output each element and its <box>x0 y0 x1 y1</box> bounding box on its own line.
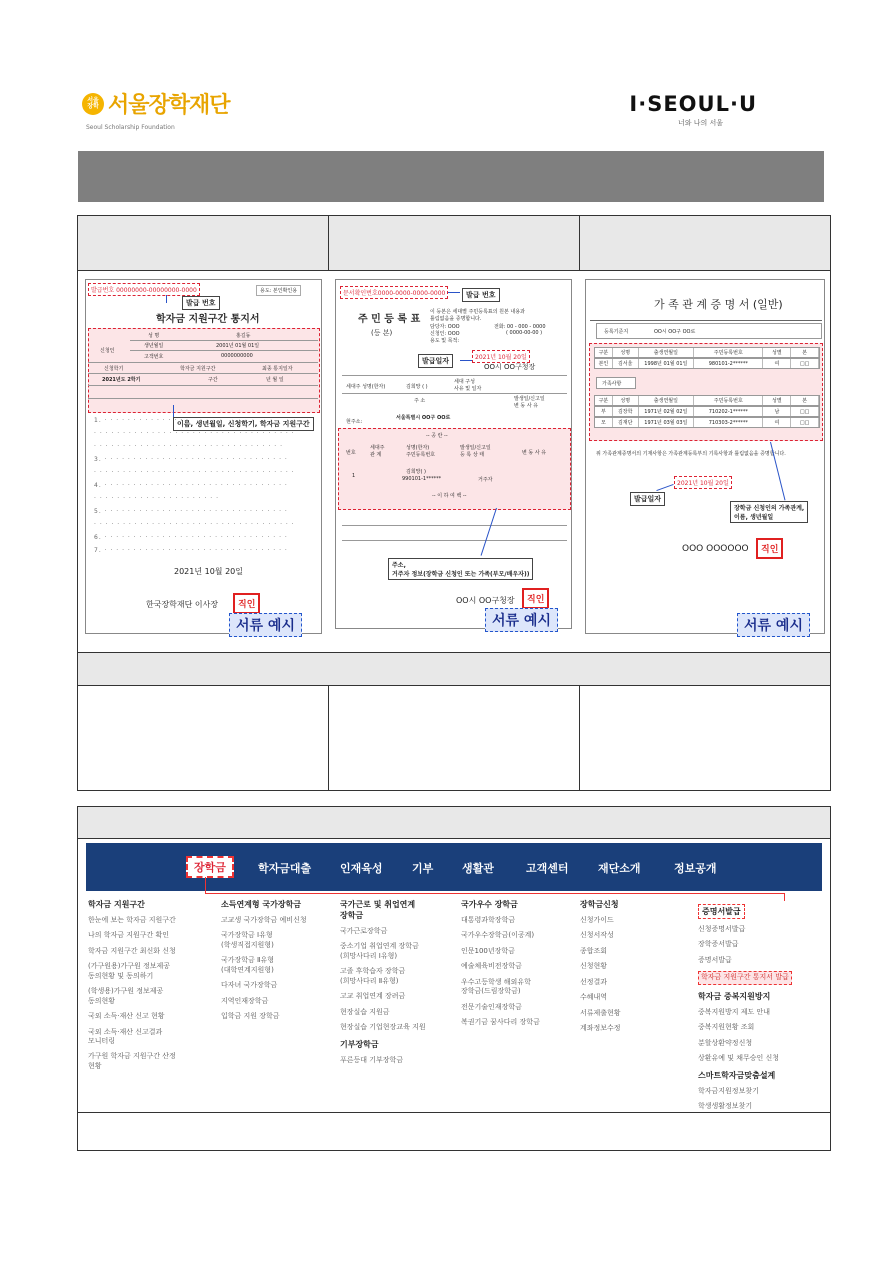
menu-item[interactable]: 국가장학금 Ⅱ유형 (대학연계지원형) <box>221 956 275 974</box>
menu-item[interactable]: 고졸 후학습자 장학금 (희망사다리 Ⅱ유형) <box>340 967 406 985</box>
title-banner <box>78 151 824 202</box>
doc3-title: 가 족 관 계 증 명 서 (일반) <box>654 298 783 311</box>
doc2-callout-line2: 거주자 정보(장학금 신청인 또는 가족(부모/배우자)) <box>392 571 530 578</box>
table-cell: 출생연월일 <box>639 348 695 357</box>
table-cell: 본 <box>791 348 819 357</box>
menu-heading[interactable]: 학자금 중복지원방지 <box>698 991 771 1001</box>
table-cell: 구분 <box>595 348 613 357</box>
doc2-col-rel: 세대주 관 계 <box>370 445 385 458</box>
table-cell: □□ <box>791 359 819 368</box>
doc3-seal: 직인 <box>756 538 783 559</box>
menu-item[interactable]: 국외 소득·재산 신고 현황 <box>88 1012 165 1021</box>
top-navigation <box>86 843 822 891</box>
table-cell: 여 <box>763 418 791 427</box>
id-header: 고객번호 <box>144 354 164 360</box>
menu-item[interactable]: 한눈에 보는 학자금 지원구간 <box>88 916 176 924</box>
menu-item[interactable]: 신청가이드 <box>580 916 614 924</box>
menu-item[interactable]: 복권기금 꿈사다리 장학금 <box>461 1018 540 1027</box>
table-row <box>594 347 820 358</box>
menu-item[interactable]: 장학증서발급 <box>698 940 739 949</box>
issue-number-callout: 발급 번호 <box>182 296 220 310</box>
birth-header: 생년월일 <box>144 343 164 349</box>
doc2-title: 주 민 등 록 표 <box>358 314 421 325</box>
menu-col-work-scholarship <box>340 899 426 1071</box>
semester-value: 2021년도 2학기 <box>102 377 141 383</box>
table-cell: 본 <box>791 396 819 405</box>
menu-item[interactable]: 우수고등학생 해외유학 장학금(드림장학금) <box>461 977 531 996</box>
doc-resident-registration <box>335 279 572 629</box>
doc3-sample-label: 서류 예시 <box>737 613 810 637</box>
doc3-self-table <box>594 347 820 369</box>
doc2-applicant: 신청인: OOO <box>430 331 460 337</box>
doc2-row-no: 1 <box>352 473 356 479</box>
menu-item[interactable]: 상환유예 및 채무승인 신청 <box>698 1054 780 1063</box>
menu-item[interactable]: (가구원용)가구원 정보제공 동의현황 및 동의하기 <box>88 962 171 980</box>
doc2-issuer: OO시 OO구청장 <box>456 596 515 605</box>
doc2-row-status: 거주자 <box>478 477 493 483</box>
doc2-col-reason: 변 동 사 유 <box>522 450 547 456</box>
nav-item-disclosure[interactable]: 정보공개 <box>674 862 717 875</box>
doc2-col-name: 성명(한자) 주민등록번호 <box>406 445 435 458</box>
menu-col-excellence-scholarship <box>461 899 540 1034</box>
menu-item[interactable]: 푸른등대 기부장학금 <box>340 1055 404 1064</box>
logo-subtext: Seoul Scholarship Foundation <box>86 124 175 131</box>
doc1-callout: 이름, 생년월일, 신청학기, 학자금 지원구간 <box>173 417 314 431</box>
nav-scholarship[interactable]: 장학금 <box>186 856 234 878</box>
doc3-family-header: 가족사항 <box>602 381 622 387</box>
doc3-callout-line1: 장학금 신청인의 가족관계, <box>734 505 805 512</box>
menu-heading[interactable]: 소득연계형 국가장학금 <box>221 900 302 909</box>
menu-item[interactable]: 가구원 학자금 지원구간 산정 현황 <box>88 1052 176 1070</box>
table-cell: 본인 <box>595 359 613 368</box>
menu-col-support-tier <box>88 899 176 1077</box>
tier-header: 학자금 지원구간 <box>180 366 216 372</box>
menu-col-certificate <box>698 899 792 1117</box>
doc2-subtitle: (등 본) <box>371 329 393 337</box>
menu-item[interactable]: 국가우수장학금(이공계) <box>461 931 535 940</box>
table-cell: 여 <box>763 359 791 368</box>
menu-item[interactable]: 분할상환약정신청 <box>698 1038 753 1047</box>
table-row <box>594 406 820 417</box>
i-seoul-u-logo: I·SEOUL·U <box>629 92 757 116</box>
menu-item[interactable]: 중복지원방지 제도 안내 <box>698 1007 771 1016</box>
nav-item-about[interactable]: 재단소개 <box>598 862 641 875</box>
i-seoul-u-subtext: 너와 나의 서울 <box>677 119 723 127</box>
name-header: 성 명 <box>148 333 160 339</box>
menu-item[interactable]: 현장실습 기업현장교육 지원 <box>340 1023 426 1032</box>
menu-item[interactable]: (학생용)가구원 정보제공 동의현황 <box>88 987 164 1005</box>
menu-item[interactable]: 지역인재장학금 <box>221 996 269 1005</box>
doc-scholarship-notice: 발급번호 00000000-00000000-0000 용도: 본인확인용 발급 번호 학자금 지원구간 통지서 신청인 성 명 홍길동 생년월일 2001년 01월 01일 고객번호 0000000000 신청학기 학자금 지원구간 최종 통지일자 2021년도 2학기 구간 년 월 일 이름, 생년월일, 신청학기, 학자금 지원구간 1. · · · · · · · · · · · · · · · · · · · · · · · · · · · · · · · · · · · · · · · · · · · · · · · · · · · · · · · · · · · · · · · · · · · · · · · · · · · · · · · · · · · 3. · · · · · · · · · · · · · · · · · · · · · · · · · · · · · · · · · · · · · · · · · · · · · · · · · · · · · · · · · · · · · · · · · · · 4. · · · · · · · · · · · · · · · · · · · · · · · · · · · · · · · · · · · · · · · · · · · · · · · · · · · · · · 5. · · · · · · · · · · · · · · · · · · · · · · · · · · · · · · · · · · · · · · · · · · · · · · · · · · · · · · · · · · · · · · · · · · · 6. · · · · · · · · · · · · · · · · · · · · · · · · · · · · · · · · 7. · · · · · · · · · · · · · · · · · · · · · · · · · · · · · · · · 2021년 10월 20일 한국장학재단 이사장 직인 <box>85 279 322 634</box>
birth-value: 2001년 01월 01일 <box>216 343 260 349</box>
doc3-family-table <box>594 395 820 428</box>
menu-item[interactable]: 국가근로장학금 <box>340 927 388 935</box>
doc1-title: 학자금 지원구간 통지서 <box>156 314 260 325</box>
doc2-row-name: 김희망( ) <box>406 469 426 475</box>
menu-item[interactable]: 현장실습 지원금 <box>340 1007 390 1016</box>
nav-item-customer-center[interactable]: 고객센터 <box>526 862 569 875</box>
menu-col-application <box>580 899 621 1040</box>
menu-item[interactable]: 신청현황 <box>580 962 608 971</box>
doc2-row-rrn: 990101-1****** <box>402 476 442 482</box>
doc2-office: OO시 OO구청장 <box>484 363 536 371</box>
table-cell: 710303-2****** <box>694 418 763 427</box>
doc2-address-date: 발생일/신고일 변 동 사 유 <box>514 396 545 409</box>
table-cell: 710202-1****** <box>694 407 763 416</box>
menu-item[interactable]: 계좌정보수정 <box>580 1024 621 1033</box>
doc2-col-date: 발생일/신고일 등 록 상 태 <box>460 445 491 458</box>
menu-item[interactable]: 중복지원현황 조회 <box>698 1023 755 1032</box>
table-cell: 1971년 02월 02일 <box>639 407 695 416</box>
menu-item[interactable]: 나의 학자금 지원구간 확인 <box>88 931 170 940</box>
menu-col-national-scholarship <box>221 899 307 1028</box>
name-value: 홍길동 <box>236 333 251 339</box>
table-cell: 주민등록번호 <box>694 396 763 405</box>
menu-item[interactable]: 다자녀 국가장학금 <box>221 981 278 990</box>
doc2-sample-label: 서류 예시 <box>485 608 558 632</box>
section-header <box>78 807 830 839</box>
menu-item-support-tier-notice[interactable]: 학자금 지원구간 통지서 발급 <box>698 971 792 984</box>
doc1-sample-label: 서류 예시 <box>229 613 302 637</box>
menu-item[interactable]: 고교 취업연계 장려금 <box>340 992 406 1001</box>
menu-heading[interactable]: 학자금 지원구간 <box>88 900 145 909</box>
menu-item[interactable]: 입학금 지원 장학금 <box>221 1012 280 1021</box>
doc2-issue-number: 문서확인번호0000-0000-0000-0000 <box>340 286 448 299</box>
document-examples-table <box>77 215 831 791</box>
doc3-callout <box>730 501 808 523</box>
doc2-address-value: 서울특별시 OO구 OO로 <box>396 415 451 421</box>
table-band-row <box>78 652 830 686</box>
doc2-callout-line1: 주소, <box>392 562 406 569</box>
table-cell: 주민등록번호 <box>694 348 763 357</box>
menu-item[interactable]: 서류제출현황 <box>580 1008 621 1017</box>
menu-heading[interactable]: 국가근로 및 취업연계 장학금 <box>340 900 416 920</box>
website-menu-section <box>77 806 831 1151</box>
menu-item[interactable]: 증명서발급 <box>698 955 732 964</box>
menu-item[interactable]: 고교생 국가장학금 예비신청 <box>221 916 307 924</box>
doc2-head-label: 세대주 성명(한자) <box>346 384 386 390</box>
doc2-contact: 담당자: OOO <box>430 324 460 330</box>
table-row <box>594 358 820 369</box>
menu-item[interactable]: 예술체육비전장학금 <box>461 962 522 971</box>
menu-item[interactable]: 중소기업 취업연계 장학금 (희망사다리 Ⅰ유형) <box>340 942 419 960</box>
table-header-row <box>78 216 830 271</box>
table-cell: 모 <box>595 418 613 427</box>
doc-family-relation <box>585 279 825 634</box>
doc2-phone: 전화: 00 - 000 - 0000 <box>494 324 546 330</box>
doc3-statement: 위 가족관계증명서의 기재사항은 가족관계등록부의 기록사항과 틀림없음을 증명합니다. <box>596 451 786 457</box>
tier-value: 구간 <box>208 377 218 383</box>
doc1-date: 2021년 10월 20일 <box>174 567 243 576</box>
doc1-issuer: 한국장학재단 이사장 <box>146 600 219 609</box>
semester-header: 신청학기 <box>104 366 124 372</box>
table-cell: 성명 <box>613 348 639 357</box>
doc2-end: -- 이 하 여 백 -- <box>432 493 467 499</box>
table-cell: 1971년 03월 03일 <box>639 418 695 427</box>
doc2-col-no: 번호 <box>346 450 356 456</box>
table-cell: 남 <box>763 407 791 416</box>
doc2-applicant-date: ( 0000-00-00 ) <box>506 330 543 336</box>
seoul-scholarship-logo <box>82 88 230 119</box>
doc2-issue-date: 2021년 10월 20일 <box>472 350 530 363</box>
doc2-issue-callout: 발급 번호 <box>462 288 500 302</box>
table-cell: 부 <box>595 407 613 416</box>
usage-label: 용도: 본인확인용 <box>256 285 301 296</box>
menu-item[interactable]: 인문100년장학금 <box>461 946 515 955</box>
table-cell: 1998년 01월 01일 <box>639 359 695 368</box>
nav-item-dormitory[interactable]: 생활관 <box>462 862 494 875</box>
id-value: 0000000000 <box>221 353 253 359</box>
table-cell: 김서울 <box>613 359 639 368</box>
table-row <box>594 395 820 406</box>
doc2-purpose: 용도 및 목적: <box>430 338 460 344</box>
doc2-blank: -- 공 란 -- <box>426 433 448 439</box>
logo-text: 서울장학재단 <box>108 93 230 118</box>
doc3-date-callout: 발급일자 <box>630 492 665 506</box>
doc3-issue-date: 2021년 10월 20일 <box>674 476 732 489</box>
section-footer-line <box>78 1112 830 1113</box>
menu-item[interactable]: 전문기술인재장학금 <box>461 1002 522 1011</box>
table-row <box>594 417 820 428</box>
menu-heading[interactable]: 국가우수 장학금 <box>461 900 518 909</box>
menu-heading[interactable]: 증명서발급 <box>698 904 745 919</box>
issue-number: 발급번호 00000000-00000000-0000 <box>88 283 200 296</box>
doc3-callout-line2: 이름, 생년월일 <box>734 514 774 521</box>
menu-item[interactable]: 신청증명서발급 <box>698 925 746 933</box>
nav-item-loan[interactable]: 학자금대출 <box>258 862 312 875</box>
table-cell: 김장학 <box>613 407 639 416</box>
doc2-desc-line: 틀림없음을 증명합니다. <box>430 316 482 322</box>
date-header: 최종 통지일자 <box>262 366 293 372</box>
date-value: 년 월 일 <box>266 377 284 383</box>
menu-item[interactable]: 선정결과 <box>580 977 608 986</box>
menu-item[interactable]: 학자금 지원구간 최신화 신청 <box>88 946 176 955</box>
menu-item[interactable]: 수혜내역 <box>580 993 608 1002</box>
nav-item-talent[interactable]: 인재육성 <box>340 862 383 875</box>
table-cell: 성명 <box>613 396 639 405</box>
doc2-household: 세대 구성 사유 및 일자 <box>454 379 482 392</box>
doc2-head-name: 김희망 ( ) <box>406 384 428 390</box>
doc3-reg-value: OO시 OO구 OO로 <box>654 329 696 335</box>
table-cell: □□ <box>791 418 819 427</box>
menu-item[interactable]: 국외 소득·재산 신고결과 모니터링 <box>88 1027 163 1045</box>
doc2-current-address-label: 현주소: <box>346 419 363 425</box>
menu-item[interactable]: 학생생활정보찾기 <box>698 1101 753 1110</box>
menu-item[interactable]: 종합조회 <box>580 946 608 955</box>
table-cell: 구분 <box>595 396 613 405</box>
logo-badge-icon: 서울 장학 <box>82 93 104 115</box>
table-cell: 김재단 <box>613 418 639 427</box>
table-cell: □□ <box>791 407 819 416</box>
doc3-issuer: OOO OOOOOO <box>682 544 749 554</box>
table-cell: 성별 <box>763 348 791 357</box>
table-cell: 성별 <box>763 396 791 405</box>
table-cell: 출생연월일 <box>639 396 695 405</box>
doc2-address-header: 주 소 <box>414 398 426 404</box>
menu-heading[interactable]: 스마트학자금맞춤설계 <box>698 1070 776 1080</box>
menu-heading[interactable]: 장학금신청 <box>580 900 619 909</box>
table-cell: 980101-2****** <box>694 359 763 368</box>
doc1-seal: 직인 <box>233 593 260 614</box>
nav-item-donation[interactable]: 기부 <box>412 862 434 875</box>
menu-item[interactable]: 학자금지원정보찾기 <box>698 1086 759 1095</box>
doc2-date-callout: 발급일자 <box>418 354 453 368</box>
menu-item[interactable]: 대통령과학장학금 <box>461 916 516 924</box>
doc2-callout <box>388 558 533 580</box>
menu-item[interactable]: 신청서작성 <box>580 931 614 940</box>
doc3-reg-header: 등록기준지 <box>604 329 629 335</box>
applicant-label: 신청인 <box>100 348 115 354</box>
doc2-seal: 직인 <box>522 588 549 609</box>
doc2-desc-line: 이 등본은 세대별 주민등록표의 원본 내용과 <box>430 309 525 315</box>
menu-item[interactable]: 국가장학금 Ⅰ유형 (학생직접지원형) <box>221 931 274 949</box>
menu-heading[interactable]: 기부장학금 <box>340 1039 379 1049</box>
